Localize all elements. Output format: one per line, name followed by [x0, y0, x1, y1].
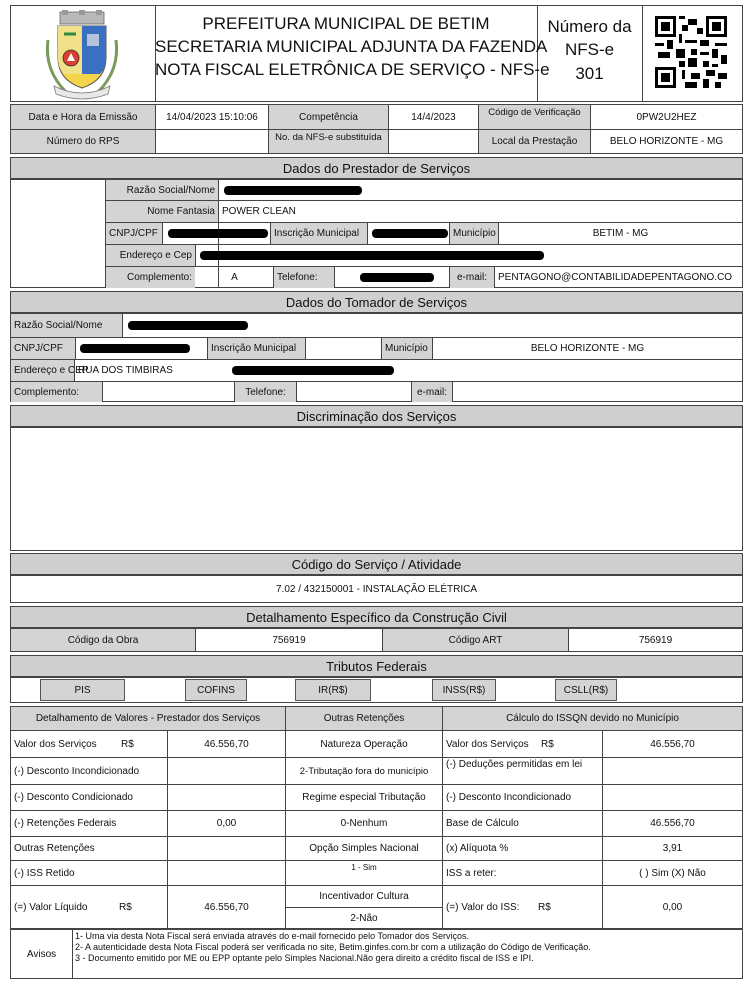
- tomador-endereco-label: Endereço e CEP: [11, 360, 74, 381]
- obra-value: 756919: [272, 634, 306, 646]
- tomador-razao-label: Razão Social/Nome: [11, 314, 122, 337]
- valor-liquido-currency: R$: [119, 902, 132, 913]
- simples-value: 1 - Sim: [351, 862, 377, 872]
- header-line-3: NOTA FISCAL ELETRÔNICA DE SERVIÇO - NFS-e: [155, 60, 550, 79]
- prestador-inscricao-label: Inscrição Municipal: [271, 223, 367, 244]
- prestador-municipio-label: Município: [450, 223, 498, 244]
- data-hora-value: 14/04/2023 15:10:06: [166, 111, 258, 123]
- discriminacao-box: [10, 427, 743, 551]
- redacted-endereco-prestador: [200, 251, 544, 260]
- art-value: 756919: [638, 634, 673, 646]
- prestador-telefone-label: Telefone:: [274, 267, 334, 288]
- iss-retido-label: (-) ISS Retido: [14, 867, 75, 879]
- tomador-cnpj-label: CNPJ/CPF: [11, 338, 75, 359]
- codigo-verificacao-value: 0PW2U2HEZ: [636, 111, 697, 123]
- valores-col3-title: Cálculo do ISSQN devido no Município: [443, 707, 742, 730]
- prestador-cnpj-label: CNPJ/CPF: [106, 223, 162, 244]
- incentivador-label: Incentivador Cultura: [319, 891, 409, 902]
- iss-valor-servicos-currency: R$: [541, 738, 554, 750]
- redacted-inscricao-prestador: [372, 229, 448, 238]
- redacted-cnpj-prestador: [168, 229, 268, 238]
- art-label: Código ART: [383, 629, 568, 651]
- inss-label: INSS(R$): [432, 679, 496, 701]
- ir-label: IR(R$): [295, 679, 371, 701]
- simples-label: Opção Simples Nacional: [309, 843, 419, 854]
- discriminacao-section-title: Discriminação dos Serviços: [10, 405, 743, 427]
- aviso-3: 3 - Documento emitido por ME ou EPP optante pelo Simples Nacional.Não gera direito a crédito fiscal de ISS e IPI.: [75, 953, 534, 963]
- redacted-cnpj-tomador: [80, 344, 190, 353]
- competencia-value: 14/4/2023: [411, 111, 456, 123]
- local-prestacao-value: BELO HORIZONTE - MG: [609, 136, 724, 147]
- iss-desc-incond-label: (-) Desconto Incondicionado: [446, 792, 572, 803]
- redacted-telefone-prestador: [360, 273, 434, 282]
- coat-of-arms-icon: [42, 10, 122, 98]
- regime-label: Regime especial Tributação: [302, 792, 426, 803]
- tomador-complemento-label: Complemento:: [11, 382, 102, 402]
- desc-cond-label: (-) Desconto Condicionado: [14, 792, 133, 803]
- csll-label: CSLL(R$): [555, 679, 617, 701]
- header-line-2: SECRETARIA MUNICIPAL ADJUNTA DA FAZENDA: [155, 37, 548, 56]
- valor-iss-value: 0,00: [662, 902, 683, 913]
- construcao-section-title: Detalhamento Específico da Construção Civil: [10, 606, 743, 628]
- valor-servicos-value: 46.556,70: [204, 738, 249, 750]
- numero-rps-value: [156, 130, 268, 153]
- prestador-complemento-label: Complemento:: [106, 267, 195, 288]
- valores-col2-title: Outras Retenções: [286, 707, 442, 730]
- valor-servicos-currency: R$: [121, 738, 134, 750]
- base-calculo-value: 46.556,70: [650, 818, 695, 829]
- redacted-razao-tomador: [128, 321, 248, 330]
- valores-col1-title: Detalhamento de Valores - Prestador dos Serviços: [11, 707, 285, 730]
- valor-iss-currency: R$: [538, 902, 551, 913]
- natureza-label: Natureza Operação: [320, 738, 408, 750]
- desc-incond-label: (-) Desconto Incondicionado: [14, 765, 140, 777]
- tomador-telefone-label: Telefone:: [235, 382, 296, 402]
- tomador-inscricao-label: Inscrição Municipal: [208, 338, 305, 359]
- aviso-2: 2- A autenticidade desta Nota Fiscal poderá ser verificada no site, Betim.ginfes.com.br com a utilização do Código de Verificação.: [75, 942, 591, 952]
- prestador-fantasia-label: Nome Fantasia: [106, 201, 218, 222]
- nfse-substituida-label: No. da NFS-e substituída: [269, 130, 388, 153]
- ret-federais-value: 0,00: [216, 818, 237, 829]
- servico-value: 7.02 / 432150001 - INSTALAÇÃO ELÉTRICA: [275, 583, 478, 595]
- header-line-1: PREFEITURA MUNICIPAL DE BETIM: [202, 14, 490, 33]
- prestador-fantasia-value: POWER CLEAN: [222, 206, 296, 217]
- redacted-razao-prestador: [224, 186, 362, 195]
- tomador-municipio-value: BELO HORIZONTE - MG: [530, 343, 645, 354]
- tomador-section-title: Dados do Tomador de Serviços: [10, 291, 743, 313]
- prestador-email-value: PENTAGONO@CONTABILIDADEPENTAGONO.CO: [498, 272, 733, 283]
- valor-iss-label: (=) Valor do ISS:: [446, 902, 520, 913]
- tomador-municipio-label: Município: [382, 338, 432, 359]
- prestador-section-title: Dados do Prestador de Serviços: [10, 157, 743, 179]
- aliquota-label: (x) Alíquota %: [446, 843, 509, 854]
- numero-rps-label: Número do RPS: [11, 130, 155, 153]
- local-prestacao-label: Local da Prestação: [479, 130, 590, 153]
- regime-value: 0-Nenhum: [340, 818, 388, 829]
- prestador-email-label: e-mail:: [450, 267, 494, 288]
- prestador-endereco-label: Endereço e Cep: [106, 245, 195, 266]
- iss-reter-label: ISS a reter:: [446, 867, 497, 879]
- base-calculo-label: Base de Cálculo: [446, 818, 519, 829]
- competencia-label: Competência: [269, 105, 388, 129]
- avisos-label: Avisos: [26, 948, 57, 960]
- prestador-complemento-value: A: [231, 272, 238, 283]
- cofins-label: COFINS: [185, 679, 247, 701]
- iss-valor-servicos-value: 46.556,70: [650, 738, 695, 750]
- qr-code-icon: [655, 16, 727, 88]
- pis-label: PIS: [40, 679, 125, 701]
- nfse-number-label-1: Número da: [547, 17, 632, 36]
- servico-section-title: Código do Serviço / Atividade: [10, 553, 743, 575]
- nfse-number: 301: [575, 64, 604, 83]
- aviso-1: 1- Uma via desta Nota Fiscal será enviada através do e-mail fornecido pelo Tomador dos Serviços.: [75, 931, 470, 941]
- tomador-email-label: e-mail:: [412, 382, 452, 402]
- valor-liquido-label: (=) Valor Líquido: [14, 902, 88, 913]
- incentivador-value: 2-Não: [350, 913, 378, 924]
- nfse-number-label-2: NFS-e: [564, 40, 615, 59]
- valor-liquido-value: 46.556,70: [204, 902, 249, 913]
- codigo-verificacao-label: Código de Verificação: [479, 105, 590, 129]
- nfse-substituida-value: [389, 130, 478, 153]
- obra-label: Código da Obra: [11, 629, 195, 651]
- tributos-section-title: Tributos Federais: [10, 655, 743, 677]
- aliquota-value: 3,91: [662, 843, 683, 854]
- prestador-municipio-value: BETIM - MG: [592, 228, 649, 239]
- iss-reter-value: ( ) Sim (X) Não: [639, 867, 706, 879]
- tomador-endereco-value: RUA DOS TIMBIRAS: [78, 365, 173, 376]
- valor-servicos-label: Valor dos Serviços: [14, 738, 97, 750]
- deducoes-label: (-) Deduções permitidas em lei: [446, 759, 583, 770]
- outras-ret-label: Outras Retenções: [14, 843, 95, 854]
- redacted-endereco-tomador: [232, 366, 394, 375]
- iss-valor-servicos-label: Valor dos Serviços: [446, 738, 529, 750]
- natureza-value: 2-Tributação fora do município: [299, 765, 429, 777]
- ret-federais-label: (-) Retenções Federais: [14, 818, 117, 829]
- prestador-razao-label: Razão Social/Nome: [106, 180, 218, 200]
- data-hora-label: Data e Hora da Emissão: [11, 105, 155, 129]
